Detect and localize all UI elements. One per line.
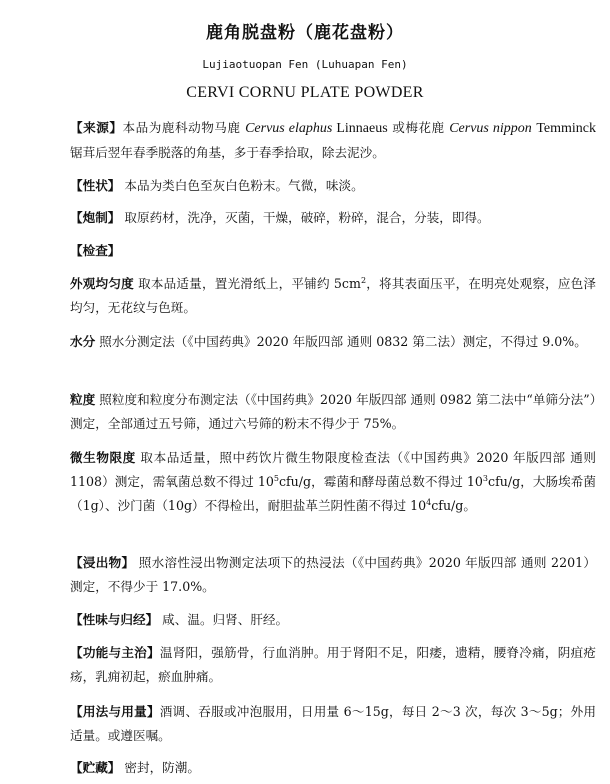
granularity-text: 照粒度和粒度分布测定法（《中国药典》2020 年版四部 通则 0982 第二法中“单筛分法”）测定，全部通过五号筛，通过六号筛的粉末不得少于 75%。	[70, 392, 596, 431]
source-section	[44, 116, 596, 165]
moisture-text: 照水分测定法（《中国药典》2020 年版四部 通则 0832 第二法）测定，不得过 9.0%。	[95, 334, 587, 349]
page-title: 鹿角脱盘粉（鹿花盘粉）	[206, 23, 404, 43]
character-section	[44, 174, 596, 198]
source-text-3: 锯茸后翌年春季脱落的角基，多于春季拾取，除去泥沙。	[70, 145, 385, 160]
inspection-heading	[44, 239, 596, 263]
nature-label: 【性味与归经】	[70, 612, 159, 627]
usage-label: 【用法与用量】	[70, 704, 160, 719]
moisture-section	[44, 330, 596, 354]
microbial-text-1: 取本品适量，照中药饮片微生物限度检查法（《中国药典》2020 年版四部 通则 1108）测定，需氧菌总数不得过 10	[70, 450, 596, 489]
source-label: 【来源】	[70, 120, 123, 135]
extract-text: 照水溶性浸出物测定法项下的热浸法（《中国药典》2020 年版四部 通则 2201）测定，不得少于 17.0%。	[70, 555, 596, 594]
microbial-sup-3: 4	[426, 497, 432, 507]
extract-label: 【浸出物】	[70, 555, 135, 570]
microbial-section	[44, 446, 596, 518]
storage-section	[44, 756, 596, 780]
microbial-text-2: cfu/g，霉菌和酵母菌总数不得过 10	[278, 474, 483, 489]
microbial-text-3: cfu/g，大肠埃希菌（1g）、沙门菌（10g）不得检出，耐胆盐革兰阴性菌不得过 10	[70, 474, 596, 513]
character-text: 本品为类白色至灰白色粉末。气微，味淡。	[120, 178, 364, 193]
uniformity-section	[44, 272, 596, 320]
uniformity-sup: 2	[360, 275, 367, 285]
nature-section	[44, 608, 596, 632]
usage-text: 酒调、吞服或冲泡服用，日用量 6～15g，每日 2～3 次，每次 3～5g；外用适量。或遵医嘱。	[70, 704, 596, 743]
pinyin-name: Lujiaotuopan Fen (Luhuapan Fen)	[202, 58, 408, 71]
function-label: 【功能与主治】	[70, 645, 160, 660]
moisture-label: 水分	[70, 334, 96, 349]
microbial-sup-2: 3	[482, 473, 489, 483]
usage-section	[44, 700, 596, 748]
processing-text: 取原药材，洗净，灭菌，干燥，破碎，粉碎，混合，分装，即得。	[120, 210, 490, 225]
microbial-sup-1: 5	[273, 473, 279, 483]
latin-name: CERVI CORNU PLATE POWDER	[186, 84, 424, 101]
storage-label: 【贮藏】	[70, 760, 121, 775]
uniformity-text-1: 取本品适量，置光滑纸上，平铺约 5cm	[133, 276, 361, 291]
species-nippon: Cervus nippon	[449, 121, 532, 136]
microbial-text-4: cfu/g。	[431, 498, 476, 513]
species-elaphus: Cervus elaphus	[245, 121, 333, 136]
function-section	[44, 641, 596, 689]
microbial-label: 微生物限度	[70, 450, 136, 465]
storage-text: 密封，防潮。	[120, 760, 200, 775]
extract-section	[44, 551, 596, 599]
granularity-section	[44, 388, 596, 436]
author-linnaeus: Linnaeus	[332, 121, 388, 136]
uniformity-text-2: ，将其表面压平，在明亮处观察，应色泽均匀，无花纹与色斑。	[70, 276, 597, 315]
granularity-label: 粒度	[70, 392, 96, 407]
function-text: 温肾阳，强筋骨，行血消肿。用于肾阳不足，阳痿，遗精，腰脊冷痛，阴疽疮疡，乳痈初起，瘀血肿痛。	[70, 645, 597, 684]
author-temminck: Temminck	[536, 121, 596, 136]
source-text-2: 或梅花鹿	[387, 120, 450, 135]
character-label: 【性状】	[70, 178, 121, 193]
source-text-1: 本品为鹿科动物马鹿	[122, 120, 246, 135]
inspection-label: 【检查】	[70, 243, 121, 258]
nature-text: 咸、温。归肾、肝经。	[158, 612, 289, 627]
uniformity-label: 外观均匀度	[70, 276, 134, 291]
processing-label: 【炮制】	[70, 210, 121, 225]
processing-section	[44, 206, 596, 230]
